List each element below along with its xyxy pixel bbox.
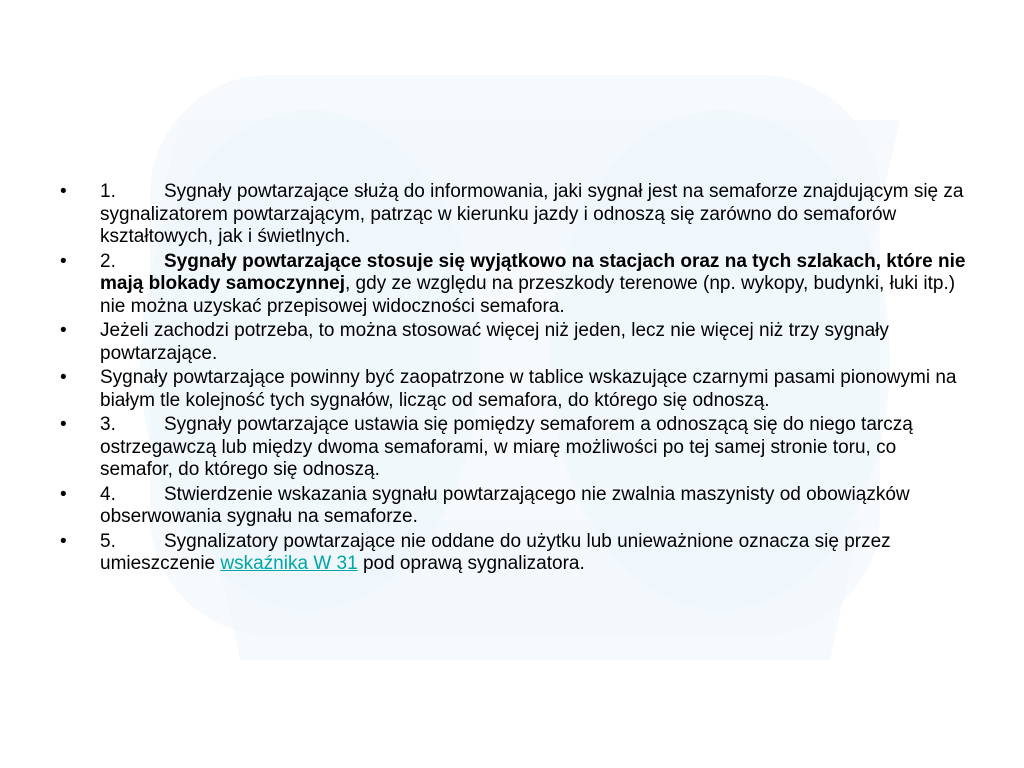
slide-content (60, 181, 970, 578)
bullet-marker: • (60, 367, 67, 388)
item-text: Sygnalizatory powtarzające nie oddane do użytku lub unieważnione oznacza się przez umieszczenie (100, 530, 891, 574)
bullet-marker: • (60, 530, 67, 552)
item-text: Stwierdzenie wskazania sygnału powtarzającego nie zwalnia maszynisty od obowiązków obserwowania sygnału na semaforze. (100, 483, 910, 527)
bullet-marker: • (60, 320, 67, 341)
list-item (60, 531, 970, 576)
w31-indicator-link[interactable]: wskaźnika W 31 (220, 553, 358, 574)
item-bold-text: Sygnały powtarzające stosuje się wyjątkowo na stacjach oraz na tych szlakach, które nie mają blokady samoczynnej (100, 250, 966, 294)
item-number: 5. (100, 530, 116, 552)
item-text: Jeżeli zachodzi potrzeba, to można stosować więcej niż jeden, lecz nie więcej niż trzy sygnały powtarzające. (100, 320, 889, 364)
item-text: Sygnały powtarzające ustawia się pomiędzy semaforem a odnoszącą się do niego tarczą ostrzegawczą lub między dwoma semaforami, w miarę możliwości po tej samej stronie toru, co semafor, do którego się odnoszą. (100, 414, 913, 480)
list-item (60, 484, 970, 529)
list-item (60, 414, 970, 482)
bullet-marker: • (60, 181, 67, 202)
bullet-marker: • (60, 483, 67, 505)
item-text: , gdy ze względu na przeszkody terenowe (np. wykopy, budynki, łuki itp.) nie można uzyskać przepisowej widoczności semafora. (100, 273, 956, 317)
list-item (60, 367, 970, 412)
item-number: 1. (100, 181, 116, 202)
item-text: Sygnały powtarzające powinny być zaopatrzone w tablice wskazujące czarnymi pasami pionowymi na białym tle kolejność tych sygnałów, licząc od semafora, do którego się odnoszą. (100, 367, 957, 411)
item-text-after: pod oprawą sygnalizatora. (357, 553, 585, 574)
item-number: 4. (100, 483, 116, 505)
bullet-marker: • (60, 250, 67, 272)
item-text: Sygnały powtarzające służą do informowania, jaki sygnał jest na semaforze znajdującym się za sygnalizatorem powtarzającym, patrząc w kierunku jazdy i odnoszą się zarówno do semaforów kształtowych, jak i świetlnych. (100, 181, 964, 247)
list-item (60, 181, 970, 249)
bullet-list (60, 181, 970, 576)
item-number: 2. (100, 250, 116, 272)
list-item (60, 251, 970, 319)
list-item (60, 320, 970, 365)
bullet-marker: • (60, 414, 67, 435)
item-number: 3. (100, 414, 116, 435)
